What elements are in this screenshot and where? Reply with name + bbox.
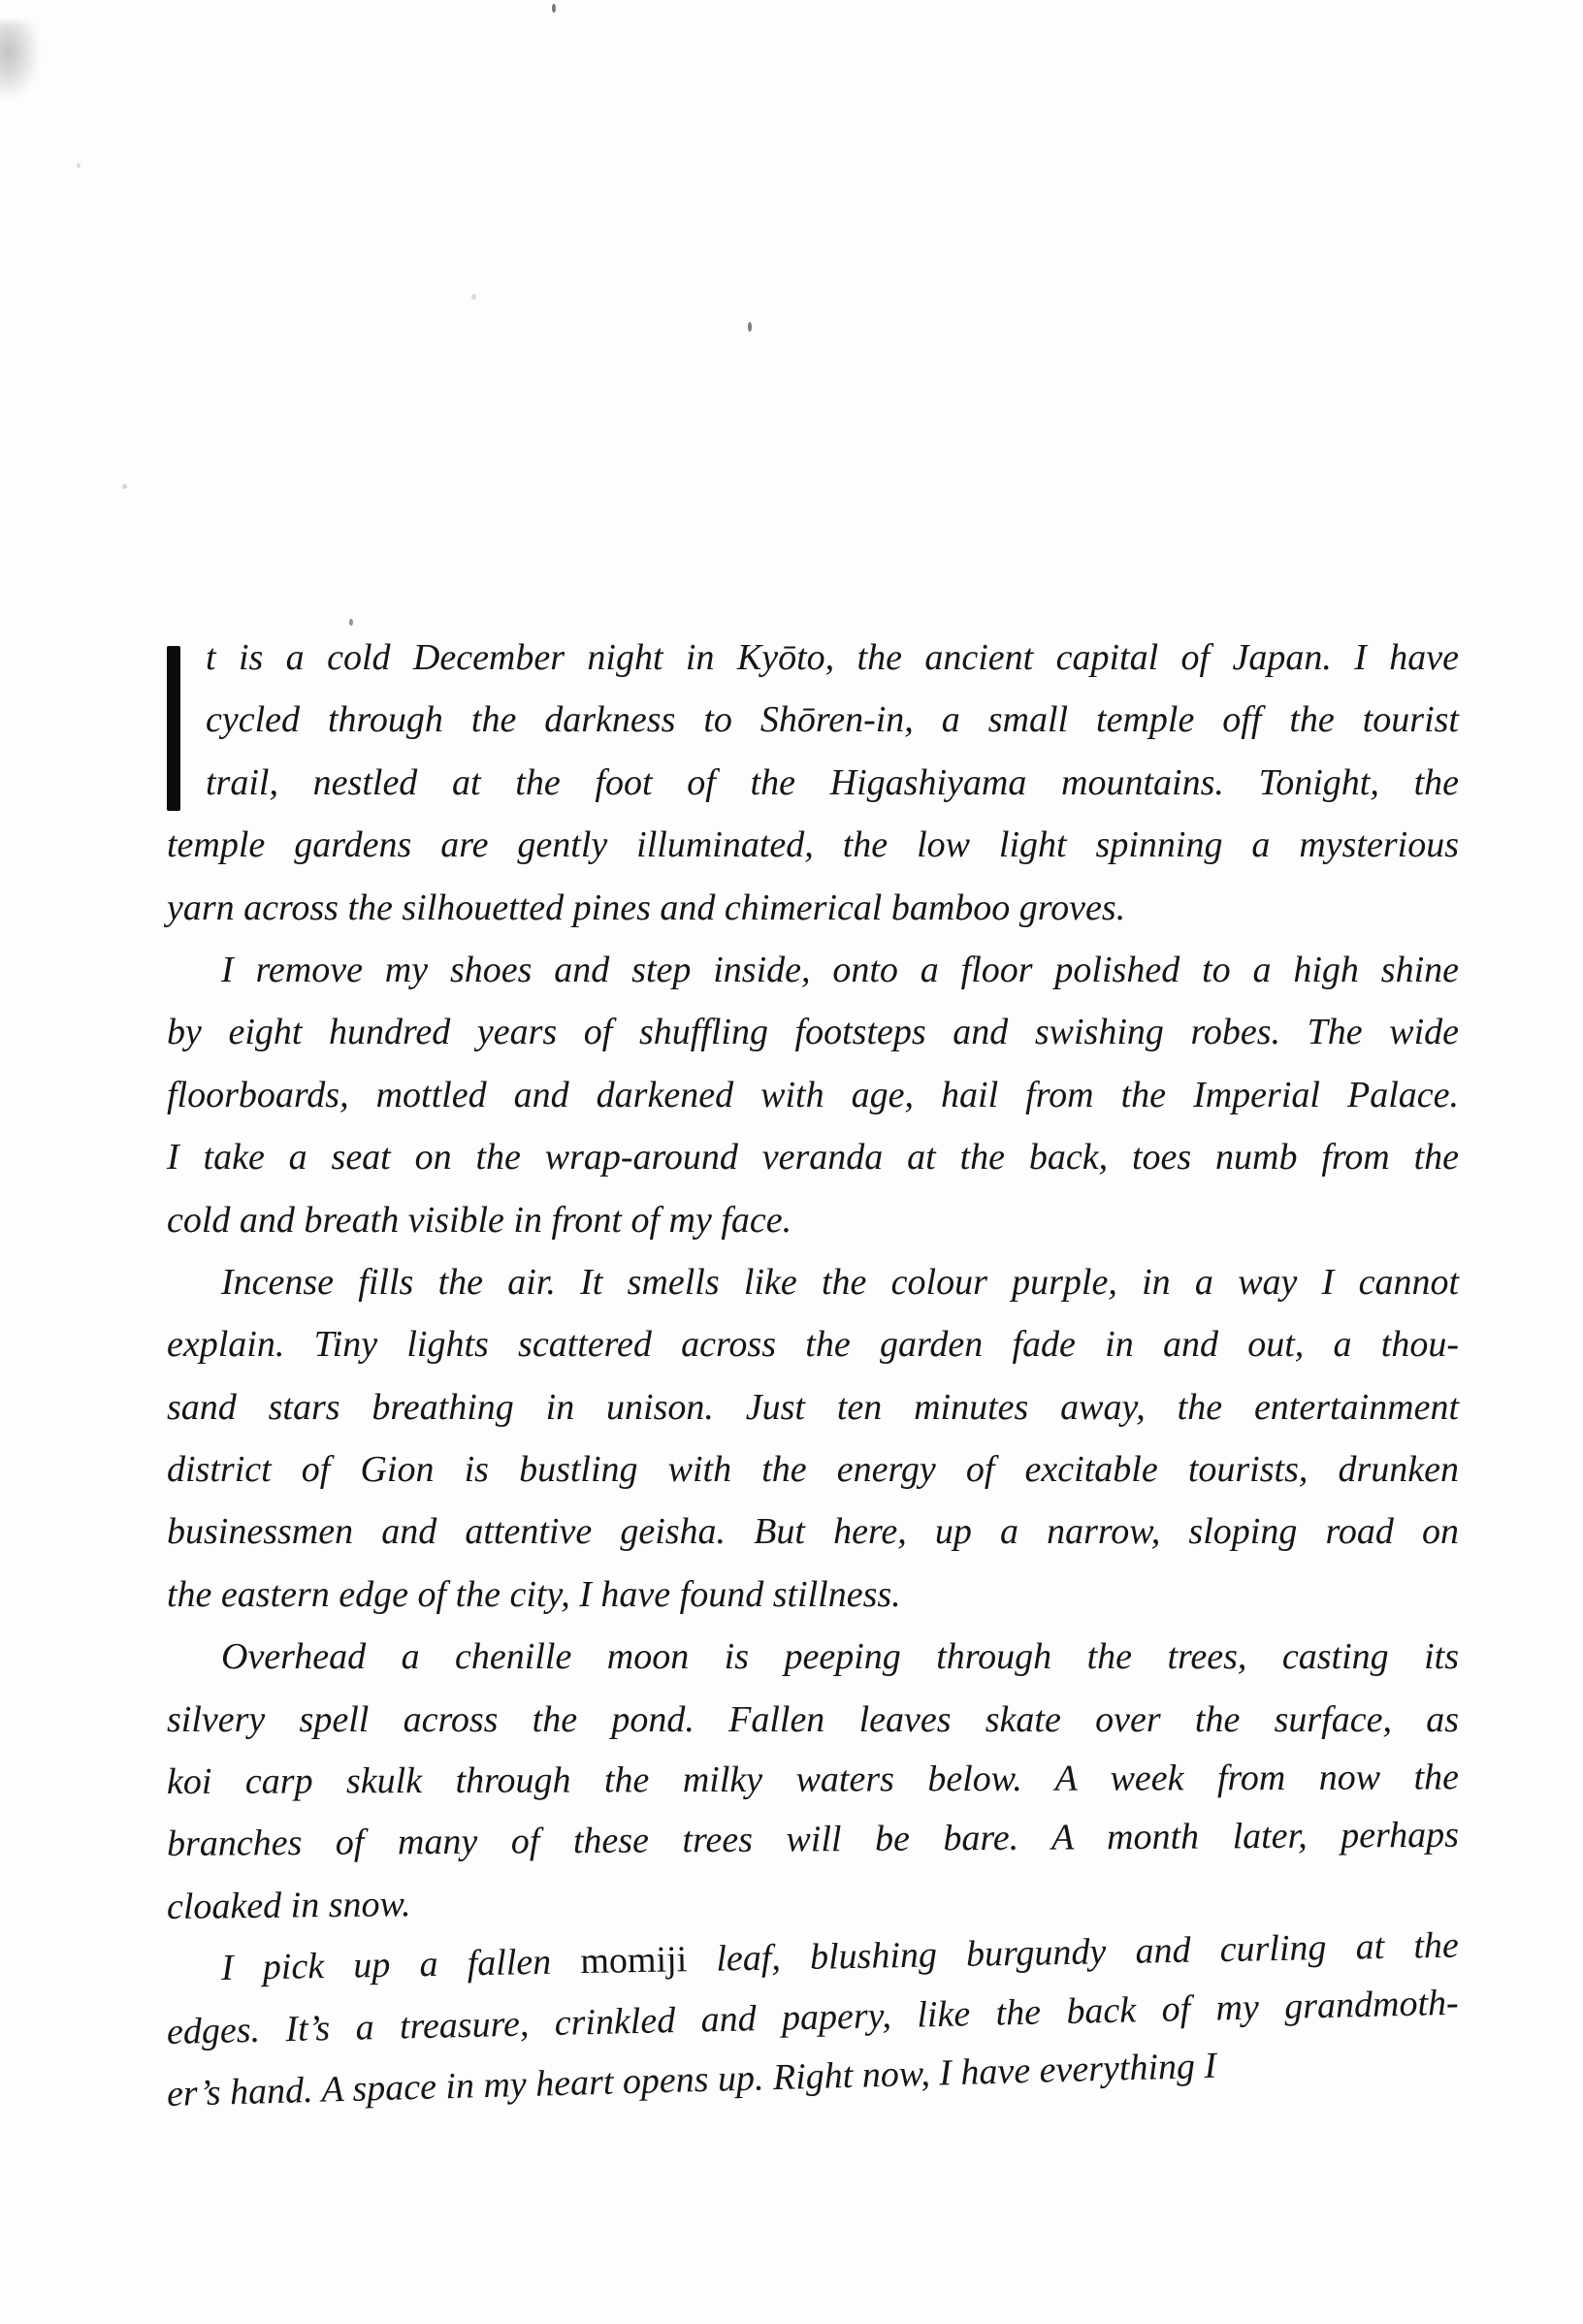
scan-speck [122, 484, 127, 489]
text-line: cycled through the darkness to Shōren-in, a small temple off the tourist [206, 699, 1459, 741]
text-line: cold and breath visible in front of my face. [167, 1199, 792, 1241]
text-line: t is a cold December night in Kyōto, the ancient capital of Japan. I have [206, 637, 1459, 678]
text-line: branches of many of these trees will be bare. A month later, perhaps [166, 1815, 1460, 1865]
text-line: trail, nestled at the foot of the Higashiyama mountains. Tonight, the [206, 761, 1459, 803]
text-line: edges. It’s a treasure, crinkled and papery, like the back of my grandmoth- [166, 1982, 1460, 2052]
scan-speck [77, 163, 81, 168]
scan-speck [748, 322, 752, 332]
text-line: temple gardens are gently illuminated, the low light spinning a mysterious [167, 824, 1459, 866]
text-line: silvery spell across the pond. Fallen leaves skate over the surface, as [167, 1698, 1459, 1740]
text-line: sand stars breathing in unison. Just ten minutes away, the entertainment [167, 1386, 1459, 1428]
text-line: district of Gion is bustling with the energy of excitable tourists, drunken [167, 1449, 1459, 1491]
text-line: floorboards, mottled and darkened with age, hail from the Imperial Palace. [167, 1074, 1459, 1115]
text-line: yarn across the silhouetted pines and chimerical bamboo groves. [167, 887, 1126, 928]
page-text-block [167, 627, 1459, 2125]
text-line: the eastern edge of the city, I have found stillness. [167, 1573, 901, 1615]
scan-speck [349, 619, 353, 626]
text-line: I remove my shoes and step inside, onto a floor polished to a high shine [221, 949, 1459, 990]
scan-speck [552, 4, 556, 13]
text-line: cloaked in snow. [166, 1883, 411, 1927]
text-segment: leaf, blushing burgundy and curling at the [686, 1924, 1460, 1981]
text-line: er’s hand. A space in my heart opens up. Right now, I have everything I [166, 2045, 1217, 2114]
scan-smudge [0, 21, 39, 99]
text-line: I take a seat on the wrap-around veranda at the back, toes numb from the [167, 1137, 1459, 1178]
text-line: explain. Tiny lights scattered across the garden fade in and out, a thou- [167, 1324, 1459, 1366]
scan-speck [471, 294, 476, 300]
text-line: businessmen and attentive geisha. But here, up a narrow, sloping road on [167, 1511, 1459, 1553]
text-line: koi carp skulk through the milky waters below. A week from now the [166, 1757, 1460, 1803]
text-line: Overhead a chenille moon is peeping through the trees, casting its [221, 1636, 1459, 1678]
text-line: by eight hundred years of shuffling footsteps and swishing robes. The wide [167, 1012, 1459, 1053]
text-segment: I pick up a fallen [220, 1941, 581, 1989]
text-line: Incense fills the air. It smells like the colour purple, in a way I cannot [221, 1261, 1459, 1303]
roman-word: momiji [580, 1939, 688, 1983]
